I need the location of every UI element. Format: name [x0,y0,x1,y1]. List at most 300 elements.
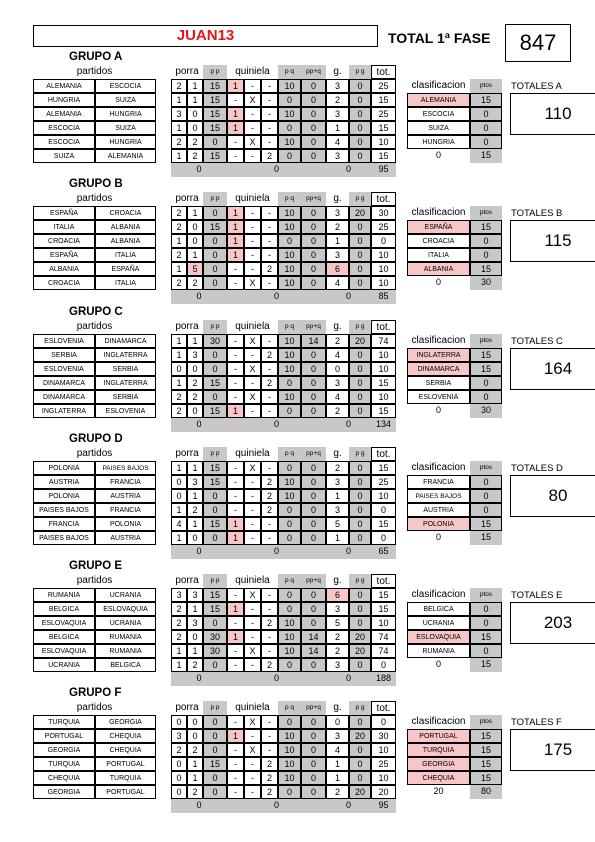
qx-cell: - [244,517,261,531]
home-team: ESLOVENIA [33,362,95,376]
clasif-points: 0 [470,503,502,517]
q1-cell: - [227,743,244,757]
qx-cell: - [244,503,261,517]
partidos-header: partidos [76,448,113,459]
p1-cell: 1 [171,644,187,658]
pg-cell: 0 [349,79,371,93]
q2-cell: - [261,517,278,531]
clasif-team: ESPAÑA [407,220,470,234]
pq-cell: 10 [278,616,301,630]
clasif-team: ALBANIA [407,262,470,276]
home-team: CROACIA [33,234,95,248]
pp-header: p p [203,320,227,334]
p1-cell: 1 [171,262,187,276]
ppq-cell: 0 [301,658,326,672]
p2-cell: 1 [187,79,203,93]
q1-cell: - [227,334,244,348]
p2-cell: 2 [187,743,203,757]
clasificacion-row [33,489,578,503]
home-team: TURQUIA [33,757,95,771]
q1-cell: - [227,93,244,107]
home-team: PORTUGAL [33,729,95,743]
pp-cell: 0 [203,206,227,220]
p1-cell: 0 [171,785,187,799]
sum-row [33,290,578,304]
p2-cell: 1 [187,248,203,262]
pq-cell: 10 [278,644,301,658]
porra-sum: 0 [171,290,227,304]
home-team: ALBANIA [33,262,95,276]
qx-cell: - [244,475,261,489]
p2-cell: 5 [187,262,203,276]
total-sum: 95 [371,163,396,177]
pq-cell: 0 [278,149,301,163]
clasificacion-header: clasificacion [411,80,466,91]
pq-cell: 10 [278,771,301,785]
clasif-points: 0 [470,475,502,489]
partidos-header: partidos [76,575,113,586]
pq-cell: 10 [278,135,301,149]
clasif-points: 15 [470,743,502,757]
tot-cell: 25 [371,79,396,93]
column-header-row [33,701,578,715]
ppq-header: pp+q [301,447,326,461]
quiniela-sum: 0 [227,799,326,813]
q2-cell: 2 [261,503,278,517]
pg-cell: 0 [349,616,371,630]
p1-cell: 4 [171,517,187,531]
g-cell: 1 [326,531,349,545]
group-title: GRUPO A [69,51,123,63]
clasificacion-row [33,248,578,262]
pg-cell: 20 [349,334,371,348]
q2-cell: - [261,79,278,93]
p2-cell: 1 [187,757,203,771]
ppq-cell: 0 [301,390,326,404]
pg-cell: 0 [349,376,371,390]
ppq-cell: 0 [301,588,326,602]
q2-cell: 2 [261,149,278,163]
ppq-cell: 0 [301,248,326,262]
clasif-team: SUIZA [407,121,470,135]
group-totals-value: 175 [510,729,595,771]
g-cell: 3 [326,376,349,390]
away-team: RUMANIA [95,630,156,644]
pg-cell: 0 [349,404,371,418]
tot-cell: 15 [371,602,396,616]
tot-cell: 10 [371,743,396,757]
home-team: TURQUIA [33,715,95,729]
p1-cell: 3 [171,107,187,121]
q2-cell: 2 [261,785,278,799]
clasif-team: CROACIA [407,234,470,248]
p1-cell: 0 [171,489,187,503]
away-team: ALBANIA [95,234,156,248]
clasificacion-row [33,743,578,757]
ppq-cell: 0 [301,149,326,163]
pg-cell: 0 [349,248,371,262]
clasif-points: 15 [470,348,502,362]
tot-cell: 74 [371,334,396,348]
tot-cell: 25 [371,220,396,234]
ppq-cell: 14 [301,630,326,644]
clasif-points-sum: 30 [470,276,502,290]
qx-cell: - [244,376,261,390]
tot-header: tot. [371,574,396,588]
tot-cell: 10 [371,262,396,276]
porra-header: porra [175,193,199,204]
total-sum: 95 [371,799,396,813]
total-value: 847 [505,24,571,62]
away-team: UCRANIA [95,588,156,602]
p1-cell: 2 [171,602,187,616]
away-team: RUMANIA [95,644,156,658]
g-cell: 1 [326,771,349,785]
sum-row [33,799,578,813]
q2-cell: - [261,206,278,220]
away-team: SERBIA [95,362,156,376]
clasificacion-row [33,362,578,376]
qx-cell: X [244,461,261,475]
p2-cell: 2 [187,658,203,672]
pg-cell: 0 [349,771,371,785]
p1-cell: 0 [171,771,187,785]
p2-cell: 2 [187,785,203,799]
g-cell: 4 [326,276,349,290]
clasif-team: ALEMANIA [407,93,470,107]
ppq-cell: 0 [301,262,326,276]
g-cell: 3 [326,206,349,220]
qx-cell: - [244,771,261,785]
clasif-points: 15 [470,262,502,276]
g-cell: 3 [326,503,349,517]
ppq-header: pp+q [301,65,326,79]
q2-cell: - [261,276,278,290]
tot-cell: 0 [371,234,396,248]
clasificacion-row [33,771,578,785]
away-team: PAISES BAJOS [95,461,156,475]
p1-cell: 1 [171,461,187,475]
clasificacion-row [33,234,578,248]
quiniela-header: quiniela [235,321,270,332]
clasificacion-row [33,729,578,743]
pp-header: p p [203,65,227,79]
q2-cell: - [261,390,278,404]
g-cell: 2 [326,220,349,234]
pg-cell: 0 [349,503,371,517]
clasif-points: 0 [470,107,502,121]
qx-cell: - [244,262,261,276]
home-team: PAISES BAJOS [33,503,95,517]
q1-cell: - [227,135,244,149]
pp-cell: 15 [203,404,227,418]
goles-sum: 0 [326,163,371,177]
tot-cell: 15 [371,149,396,163]
ppq-cell: 0 [301,220,326,234]
pp-cell: 15 [203,149,227,163]
clasif-points: 15 [470,757,502,771]
g-cell: 1 [326,757,349,771]
p2-cell: 0 [187,362,203,376]
q2-cell: - [261,630,278,644]
q2-cell: - [261,248,278,262]
pp-cell: 15 [203,588,227,602]
pg-cell: 0 [349,93,371,107]
clasif-team-sum: 0 [435,405,441,415]
pg-cell: 0 [349,220,371,234]
q1-cell: - [227,276,244,290]
tot-cell: 74 [371,630,396,644]
p2-cell: 1 [187,602,203,616]
q2-cell: - [261,743,278,757]
tot-cell: 25 [371,107,396,121]
tot-cell: 15 [371,93,396,107]
player-name: JUAN13 [33,25,378,47]
pp-cell: 0 [203,135,227,149]
g-header: g. [333,66,342,77]
sum-row [33,163,578,177]
clasificacion-row [33,630,578,644]
pq-cell: 10 [278,276,301,290]
tot-cell: 10 [371,248,396,262]
clasificacion-header-row [33,588,578,602]
ppq-cell: 0 [301,93,326,107]
clasif-points: 15 [470,93,502,107]
clasif-team: ESLOVENIA [407,390,470,404]
qx-cell: X [244,390,261,404]
pp-cell: 15 [203,79,227,93]
tot-cell: 10 [371,135,396,149]
home-team: ESCOCIA [33,121,95,135]
tot-cell: 10 [371,771,396,785]
q1-cell: 1 [227,630,244,644]
home-team: DINAMARCA [33,376,95,390]
p2-cell: 0 [187,234,203,248]
home-team: ITALIA [33,220,95,234]
pq-cell: 0 [278,531,301,545]
qx-cell: - [244,531,261,545]
porra-sum: 0 [171,418,227,432]
g-cell: 3 [326,602,349,616]
away-team: SUIZA [95,121,156,135]
ppq-header: pp+q [301,320,326,334]
pp-header: p p [203,701,227,715]
group-block [33,179,578,299]
clasif-team: TURQUIA [407,743,470,757]
q2-cell: - [261,602,278,616]
p1-cell: 2 [171,135,187,149]
p2-cell: 1 [187,93,203,107]
group-totals-label: TOTALES F [511,717,562,728]
clasificacion-header: clasificacion [411,589,466,600]
q1-cell: 1 [227,248,244,262]
clasificacion-row [33,503,578,517]
p1-cell: 1 [171,531,187,545]
pp-cell: 15 [203,602,227,616]
pg-cell: 0 [349,489,371,503]
clasif-points: 0 [470,390,502,404]
ppq-cell: 0 [301,489,326,503]
pg-cell: 0 [349,743,371,757]
p2-cell: 2 [187,276,203,290]
q2-cell: 2 [261,658,278,672]
tot-cell: 10 [371,616,396,630]
p1-cell: 0 [171,757,187,771]
home-team: SERBIA [33,348,95,362]
pg-cell: 20 [349,729,371,743]
clasif-points: 15 [470,517,502,531]
g-cell: 5 [326,517,349,531]
tot-cell: 74 [371,644,396,658]
clasif-points: 0 [470,376,502,390]
away-team: DINAMARCA [95,334,156,348]
q1-cell: - [227,489,244,503]
q1-cell: - [227,461,244,475]
porra-header: porra [175,575,199,586]
clasificacion-row [33,644,578,658]
pg-cell: 0 [349,262,371,276]
pg-header: p g [349,320,371,334]
pp-cell: 15 [203,121,227,135]
clasif-team: BELGICA [407,602,470,616]
pg-cell: 0 [349,390,371,404]
pp-cell: 30 [203,630,227,644]
q2-cell: 2 [261,262,278,276]
p1-cell: 2 [171,79,187,93]
qx-cell: X [244,276,261,290]
p2-cell: 2 [187,503,203,517]
goles-sum: 0 [326,799,371,813]
away-team: FRANCIA [95,475,156,489]
clasif-team: RUMANIA [407,644,470,658]
tot-header: tot. [371,447,396,461]
pg-cell: 0 [349,602,371,616]
away-team: ESLOVAQUIA [95,602,156,616]
pg-cell: 0 [349,461,371,475]
partidos-header: partidos [76,193,113,204]
quiniela-sum: 0 [227,418,326,432]
pp-cell: 0 [203,362,227,376]
pq-cell: 10 [278,757,301,771]
pp-cell: 0 [203,489,227,503]
pq-cell: 0 [278,517,301,531]
group-block [33,561,578,681]
p1-cell: 2 [171,404,187,418]
g-cell: 2 [326,404,349,418]
clasificacion-row [33,390,578,404]
clasif-team: ESLOVAQUIA [407,630,470,644]
clasificacion-header: clasificacion [411,462,466,473]
clasificacion-row [33,93,578,107]
home-team: GEORGIA [33,743,95,757]
q2-cell: - [261,234,278,248]
qx-cell: - [244,404,261,418]
ppq-cell: 0 [301,376,326,390]
home-team: ESPAÑA [33,248,95,262]
qx-cell: - [244,757,261,771]
q1-cell: - [227,715,244,729]
qx-cell: X [244,135,261,149]
qx-cell: - [244,206,261,220]
ppq-cell: 0 [301,206,326,220]
qx-cell: X [244,362,261,376]
sum-row [33,418,578,432]
q1-cell: 1 [227,404,244,418]
clasif-team-sum: 20 [433,786,444,796]
pp-cell: 0 [203,658,227,672]
p1-cell: 2 [171,630,187,644]
home-team: INGLATERRA [33,404,95,418]
clasificacion-row [33,135,578,149]
q1-cell: - [227,785,244,799]
away-team: ESLOVENIA [95,404,156,418]
quiniela-header: quiniela [235,193,270,204]
clasificacion-row [33,475,578,489]
g-cell: 3 [326,79,349,93]
pp-cell: 15 [203,93,227,107]
pg-cell: 0 [349,715,371,729]
qx-cell: - [244,489,261,503]
away-team: ESCOCIA [95,79,156,93]
column-header-row [33,320,578,334]
p2-cell: 0 [187,121,203,135]
clasif-points: 0 [470,489,502,503]
pp-header: p p [203,574,227,588]
pq-cell: 0 [278,121,301,135]
q2-cell: 2 [261,348,278,362]
pq-cell: 10 [278,248,301,262]
ppq-cell: 14 [301,644,326,658]
home-team: CROACIA [33,276,95,290]
quiniela-sum: 0 [227,290,326,304]
tot-cell: 15 [371,376,396,390]
clasif-team: ESCOCIA [407,107,470,121]
q1-cell: - [227,644,244,658]
away-team: HUNGRIA [95,107,156,121]
p1-cell: 2 [171,743,187,757]
pq-cell: 10 [278,107,301,121]
g-header: g. [333,193,342,204]
tot-cell: 10 [371,276,396,290]
pp-cell: 0 [203,348,227,362]
clasificacion-row [33,517,578,531]
quiniela-header: quiniela [235,702,270,713]
group-title: GRUPO F [69,687,122,699]
pp-cell: 15 [203,475,227,489]
qx-cell: X [244,715,261,729]
pq-cell: 10 [278,334,301,348]
pp-cell: 0 [203,390,227,404]
group-block [33,307,578,427]
q2-cell: 2 [261,489,278,503]
pg-cell: 0 [349,362,371,376]
q1-cell: 1 [227,121,244,135]
away-team: ESPAÑA [95,262,156,276]
q1-cell: - [227,475,244,489]
group-title: GRUPO D [69,433,123,445]
qx-cell: - [244,248,261,262]
qx-cell: - [244,149,261,163]
away-team: ITALIA [95,248,156,262]
qx-cell: - [244,602,261,616]
pg-cell: 0 [349,757,371,771]
clasif-points: 0 [470,602,502,616]
pg-cell: 0 [349,348,371,362]
pp-cell: 0 [203,743,227,757]
home-team: ALEMANIA [33,79,95,93]
q1-cell: - [227,616,244,630]
p1-cell: 1 [171,334,187,348]
